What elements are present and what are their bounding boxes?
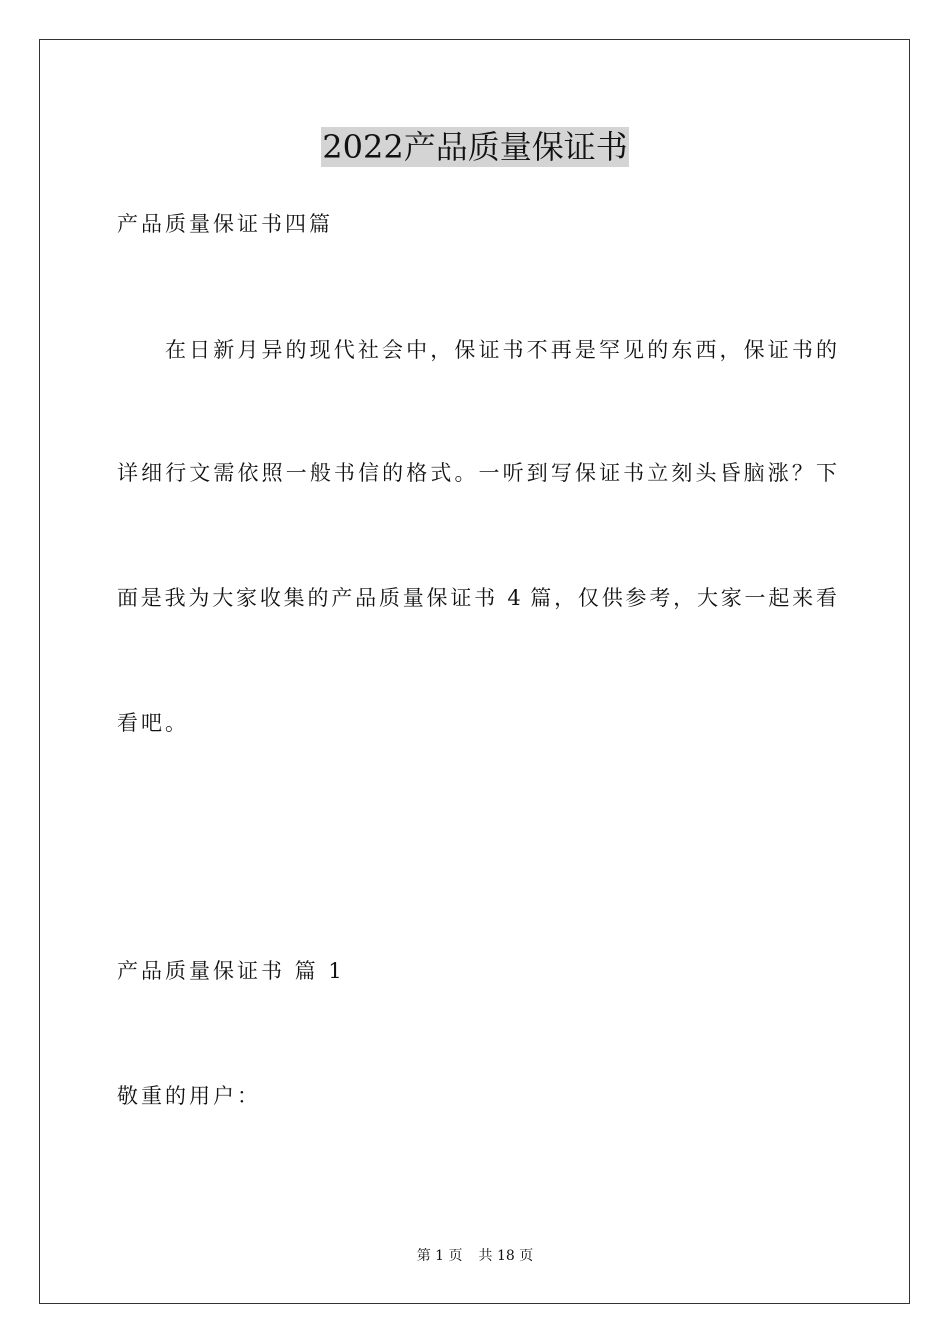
intro-line-3: 面是我为大家收集的产品质量保证书 4 篇，仅供参考，大家一起来看 xyxy=(117,586,837,610)
section-heading: 产品质量保证书 篇 1 xyxy=(117,959,345,983)
intro-line-1: 在日新月异的现代社会中，保证书不再是罕见的东西，保证书的 xyxy=(165,338,837,362)
document-subtitle: 产品质量保证书四篇 xyxy=(117,212,333,236)
page-number: 第 1 页 xyxy=(416,1248,463,1264)
salutation: 敬重的用户： xyxy=(117,1084,261,1108)
document-title: 2022产品质量保证书 xyxy=(322,128,628,166)
page-footer xyxy=(0,1246,950,1266)
page-total: 共 18 页 xyxy=(478,1248,534,1264)
intro-line-2: 详细行文需依照一般书信的格式。一听到写保证书立刻头昏脑涨？下 xyxy=(117,461,837,485)
title-container xyxy=(0,127,950,167)
intro-line-4: 看吧。 xyxy=(117,711,189,735)
